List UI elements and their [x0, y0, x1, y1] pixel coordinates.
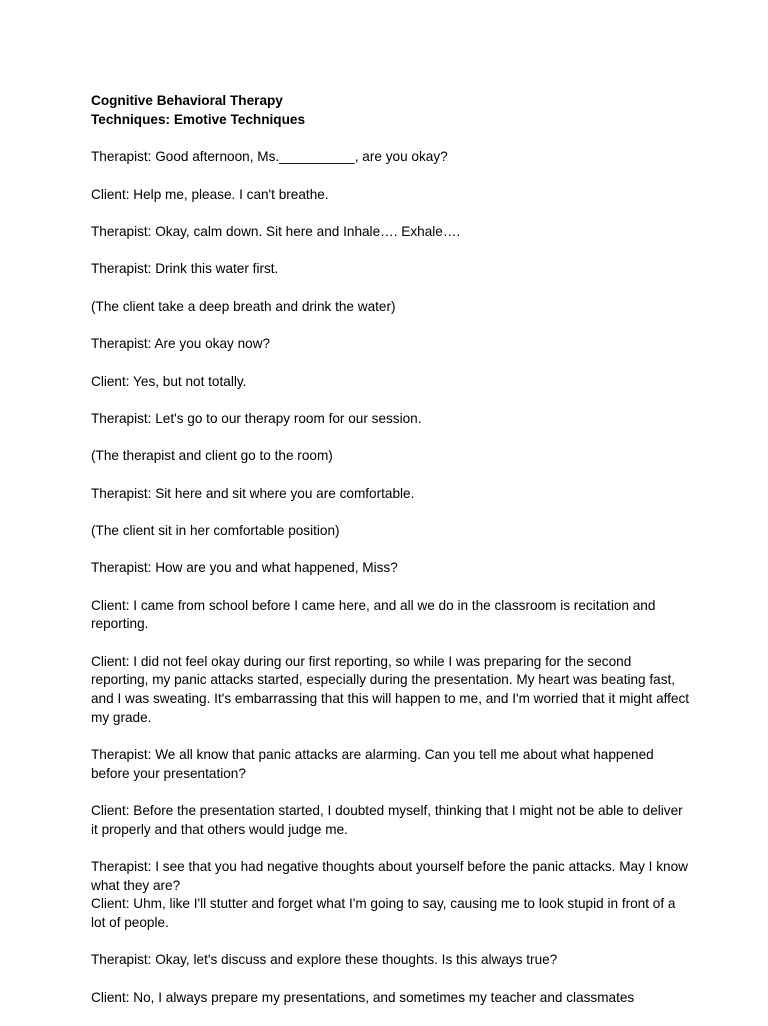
dialogue-paragraph: Therapist: Let's go to our therapy room for our session.: [91, 410, 422, 426]
dialogue-paragraph: Therapist: We all know that panic attacks are alarming. Can you tell me about what happened before your presentation?: [91, 747, 654, 781]
dialogue-paragraph: Client: I did not feel okay during our first reporting, so while I was preparing for the second reporting, my panic attacks started, especially during the presentation. My heart was beating fast, and I was sweating. It's embarrassing that this will happen to me, and I'm worried that it might affect my grade.: [91, 653, 690, 725]
title-line-1: Cognitive Behavioral Therapy: [91, 93, 283, 108]
dialogue-paragraph: Client: Yes, but not totally.: [91, 373, 247, 389]
dialogue-paragraph: Therapist: I see that you had negative thoughts about yourself before the panic attacks. May I know what they are?: [91, 859, 688, 893]
dialogue-paragraph: Client: Help me, please. I can't breathe.: [91, 186, 329, 202]
dialogue-paragraph: Therapist: Are you okay now?: [91, 336, 271, 352]
dialogue-paragraph: Client: I came from school before I came here, and all we do in the classroom is recitation and reporting.: [91, 597, 656, 632]
dialogue-paragraph: (The therapist and client go to the room): [91, 448, 333, 464]
dialogue-paragraph: Client: Uhm, like I'll stutter and forget what I'm going to say, causing me to look stupid in front of a lot of people.: [91, 896, 676, 930]
dialogue-paragraph: Client: No, I always prepare my presentations, and sometimes my teacher and classmates: [91, 989, 635, 1005]
title-line-2: Techniques: Emotive Techniques: [91, 111, 306, 127]
dialogue-paragraph: (The client sit in her comfortable position): [91, 523, 340, 539]
dialogue-paragraph: (The client take a deep breath and drink the water): [91, 298, 396, 314]
dialogue-paragraph: Therapist: How are you and what happened, Miss?: [91, 560, 398, 576]
dialogue-paragraph: Client: Before the presentation started, I doubted myself, thinking that I might not be able to deliver it properly and that others would judge me.: [91, 803, 683, 837]
dialogue-paragraph: Therapist: Okay, calm down. Sit here and Inhale…. Exhale….: [91, 223, 461, 239]
document-title: [91, 92, 691, 129]
dialogue-paragraph: Therapist: Drink this water first.: [91, 261, 279, 277]
document-page: [91, 92, 691, 1026]
dialogue-paragraph: Therapist: Sit here and sit where you are comfortable.: [91, 485, 415, 501]
dialogue-paragraph: Therapist: Good afternoon, Ms.__________, are you okay?: [91, 149, 448, 165]
dialogue-paragraph: Therapist: Okay, let's discuss and explore these thoughts. Is this always true?: [91, 952, 558, 968]
